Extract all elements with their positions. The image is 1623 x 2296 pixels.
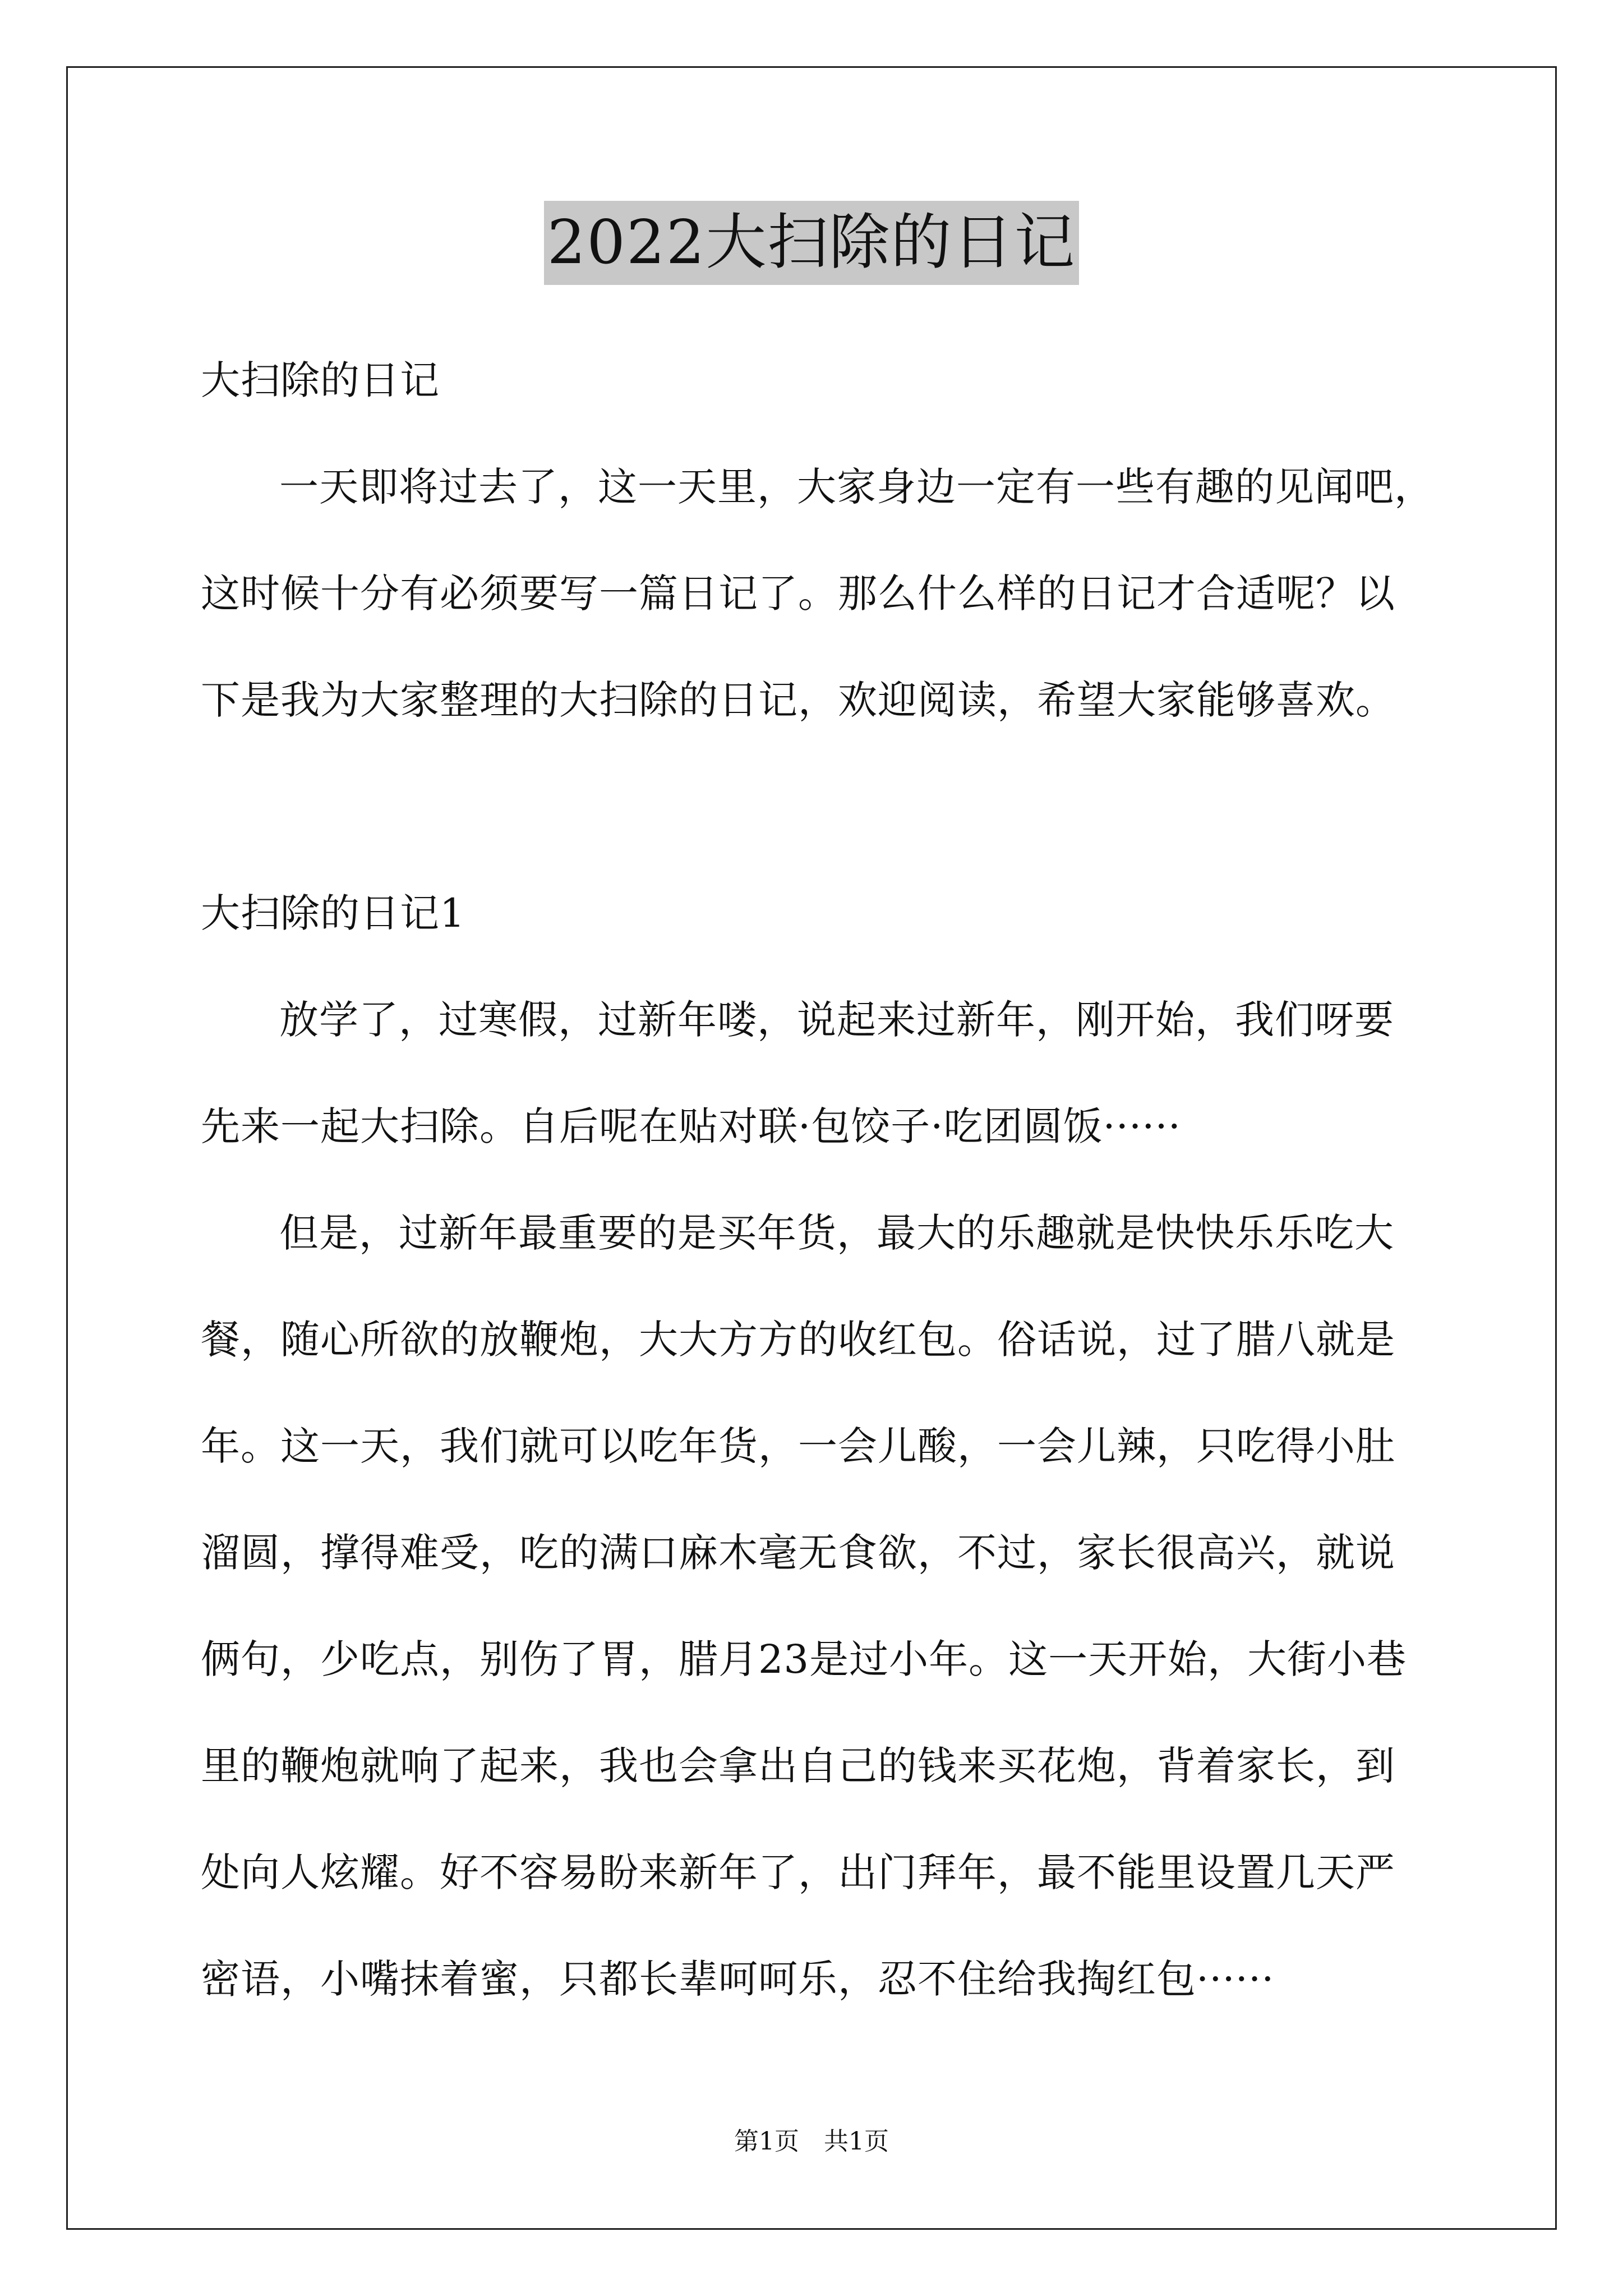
page-footer: 第1页 共1页 <box>734 2127 889 2156</box>
intro-line: 这时候十分有必须要写一篇日记了。那么什么样的日记才合适呢？以 <box>201 570 1395 616</box>
paragraph-line: 处向人炫耀。好不容易盼来新年了，出门拜年，最不能里设置几天严 <box>201 1849 1395 1895</box>
paragraph-line: 但是，过新年最重要的是买年货，最大的乐趣就是快快乐乐吃大 <box>279 1210 1394 1256</box>
paragraph-line: 里的鞭炮就响了起来，我也会拿出自己的钱来买花炮，背着家长，到 <box>201 1743 1395 1789</box>
section-heading: 大扫除的日记1 <box>201 890 465 936</box>
title-container <box>0 201 1623 285</box>
paragraph-line: 俩句，少吃点，别伤了胃，腊月23是过小年。这一天开始，大街小巷 <box>201 1636 1407 1682</box>
document-subtitle: 大扫除的日记 <box>201 357 440 403</box>
paragraph-line: 溜圆，撑得难受，吃的满口麻木毫无食欲，不过，家长很高兴，就说 <box>201 1530 1395 1576</box>
paragraph-line: 餐，随心所欲的放鞭炮，大大方方的收红包。俗话说，过了腊八就是 <box>201 1317 1395 1363</box>
paragraph-line: 密语，小嘴抹着蜜，只都长辈呵呵乐，忍不住给我掏红包······ <box>201 1956 1275 2002</box>
paragraph-line: 放学了，过寒假，过新年喽，说起来过新年，刚开始，我们呀要 <box>279 997 1394 1043</box>
paragraph-line: 年。这一天，我们就可以吃年货，一会儿酸，一会儿辣，只吃得小肚 <box>201 1423 1395 1469</box>
paragraph-line: 先来一起大扫除。自后呢在贴对联·包饺子·吃团圆饭······ <box>201 1103 1182 1149</box>
document-title: 2022大扫除的日记 <box>544 201 1080 285</box>
intro-line: 一天即将过去了，这一天里，大家身边一定有一些有趣的见闻吧， <box>279 464 1434 510</box>
intro-line: 下是我为大家整理的大扫除的日记，欢迎阅读，希望大家能够喜欢。 <box>201 677 1395 723</box>
